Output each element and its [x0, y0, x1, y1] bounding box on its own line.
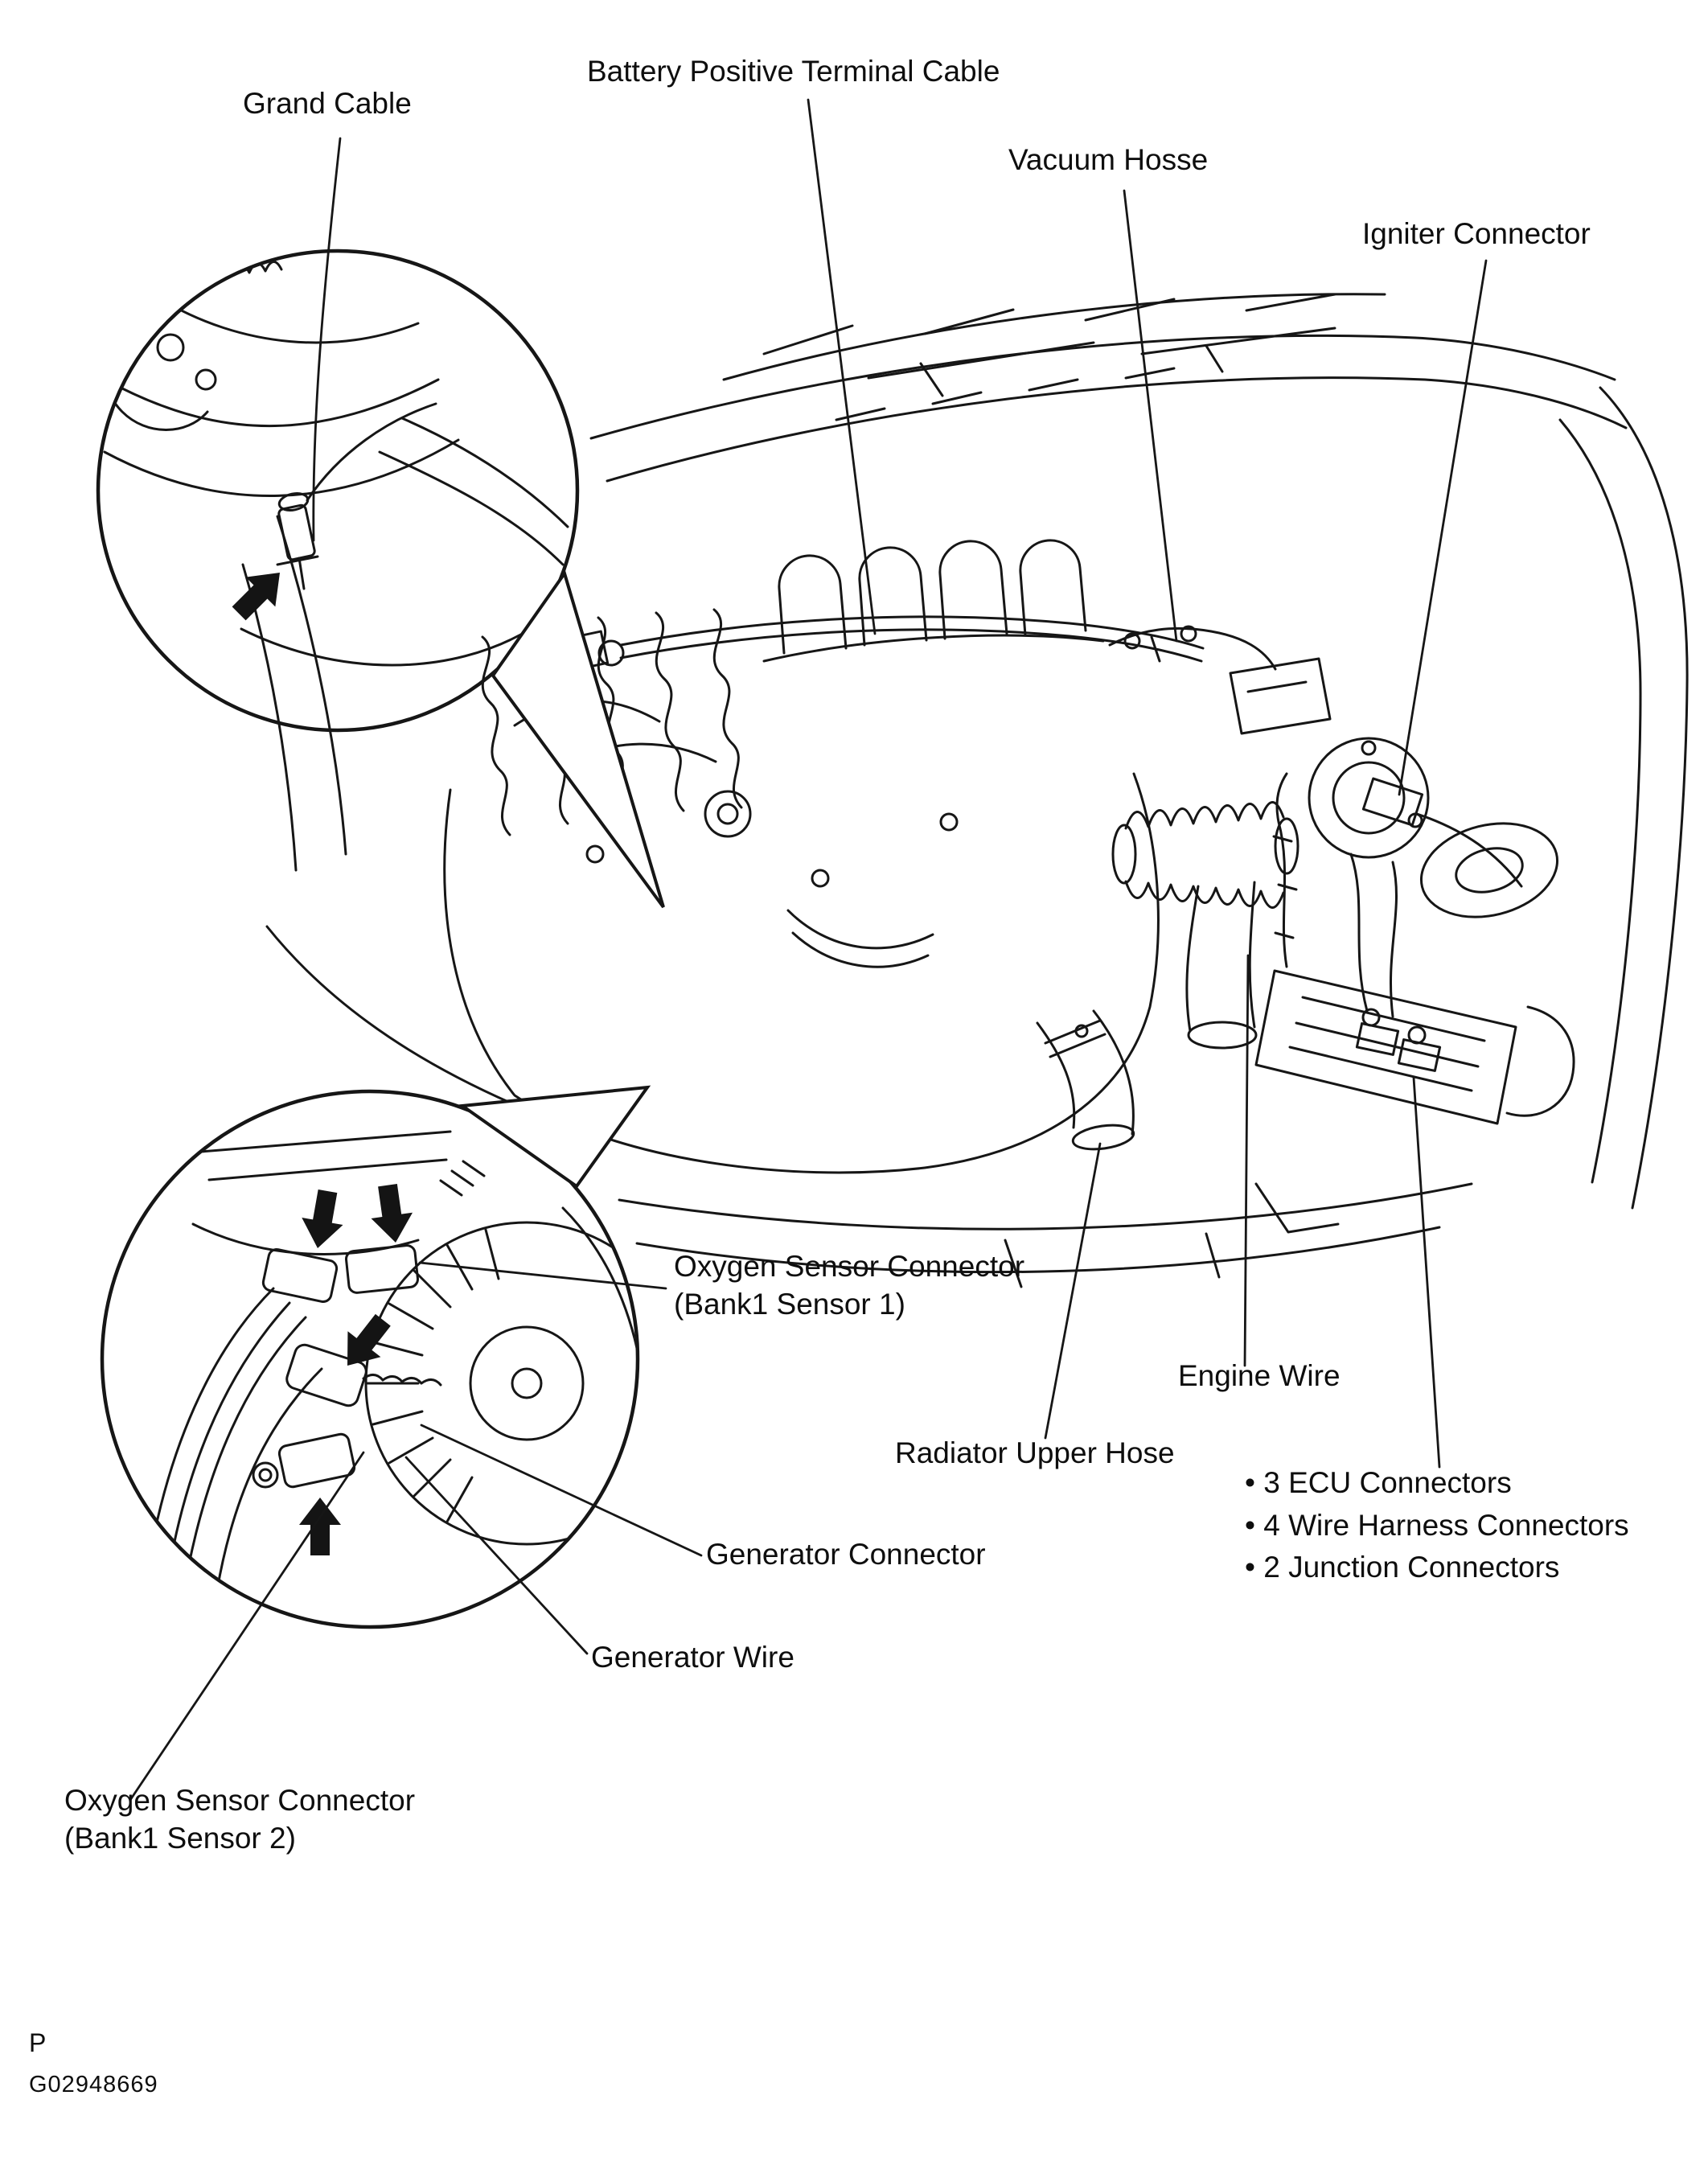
- fuse-box: [1230, 659, 1330, 733]
- alternator-bolt: [512, 1369, 541, 1398]
- page-marker: P: [29, 2028, 47, 2057]
- leader-generator-wire: [406, 1457, 587, 1654]
- intake-duct-top: [1126, 802, 1283, 828]
- label-engine-wire: Engine Wire: [1178, 1359, 1341, 1392]
- harness-ties: [1274, 836, 1296, 938]
- left-body-3: [267, 926, 531, 1111]
- leader-o2-b1s2: [130, 1452, 363, 1800]
- battery-cable-lower: [621, 630, 1201, 661]
- cowl-curve-2: [607, 378, 1626, 481]
- figure-code: G02948669: [29, 2072, 158, 2097]
- o2-b1s1-connector: [262, 1248, 339, 1304]
- label-oxygen-sensor-b1s2-line1: Oxygen Sensor Connector: [64, 1784, 416, 1817]
- label-grand-cable: Grand Cable: [243, 87, 412, 120]
- strut-tower-inner: [1451, 842, 1527, 899]
- label-generator-connector: Generator Connector: [706, 1538, 986, 1571]
- callout-blob: [105, 323, 208, 430]
- ecu-hatch: [1290, 997, 1484, 1091]
- left-body-1: [277, 516, 346, 854]
- throttle-duct-end: [1189, 1022, 1256, 1048]
- wire: [187, 1317, 306, 1576]
- sensor-bolt-center: [260, 1469, 271, 1481]
- bolt: [941, 814, 957, 830]
- leader-radiator-hose: [1045, 1144, 1100, 1438]
- label-oxygen-sensor-b1s2: [64, 1782, 415, 1857]
- radiator-hose-right: [1094, 1011, 1133, 1134]
- alternator-pulley: [470, 1327, 583, 1440]
- duct-end: [1113, 825, 1135, 883]
- intake-plenum: [764, 635, 1103, 661]
- pointer-arrow: [224, 558, 295, 629]
- intake-runner: [779, 556, 846, 653]
- leader-ecu-notes: [1414, 1078, 1439, 1467]
- label-igniter-connector: Igniter Connector: [1362, 217, 1591, 250]
- pointer-arrow: [297, 1188, 348, 1252]
- air-cleaner-bolt: [1362, 742, 1375, 754]
- note-junction-connectors: • 2 Junction Connectors: [1245, 1551, 1560, 1584]
- grand-cable-bolt: [278, 504, 316, 561]
- callout-hose: [161, 299, 418, 343]
- label-oxygen-sensor-b1s1-line1: Oxygen Sensor Connector: [674, 1250, 1025, 1283]
- leader-grand-cable: [314, 138, 340, 540]
- leader-battery-cable: [808, 100, 875, 634]
- intake-duct-bottom: [1126, 881, 1283, 908]
- pointer-arrow: [367, 1182, 417, 1246]
- bolt: [587, 846, 603, 862]
- ecu-connector-round: [1409, 1027, 1425, 1043]
- callout-tail-bottom: [462, 1087, 647, 1186]
- leader-generator-connector: [421, 1425, 701, 1555]
- leader-vacuum-hosse: [1124, 191, 1176, 641]
- lower-frame-1: [619, 1184, 1472, 1229]
- ecu-connector-notes: [1245, 1462, 1629, 1589]
- label-vacuum-hosse: Vacuum Hosse: [1008, 143, 1209, 176]
- thread-boss: [441, 1161, 484, 1195]
- oil-cap: [705, 791, 750, 836]
- grand-cable-bolt-cap: [277, 491, 309, 512]
- engine-bay-art: [243, 294, 1687, 1287]
- callout-grand-cable: [98, 251, 663, 907]
- callout-hose: [121, 380, 438, 426]
- intake-runner: [940, 541, 1007, 639]
- cowl-curve-1: [591, 335, 1615, 438]
- callout-generator-area: [102, 1087, 688, 1627]
- hose-clamp: [1045, 1021, 1105, 1057]
- oil-cap-center: [718, 804, 737, 824]
- leader-engine-wire: [1245, 955, 1248, 1366]
- callout-tail-top: [493, 573, 663, 907]
- left-hoses: [380, 418, 568, 565]
- pointer-arrow: [299, 1498, 341, 1555]
- air-cleaner: [1309, 738, 1428, 857]
- sensor-bolt: [253, 1463, 277, 1487]
- label-battery-positive-terminal-cable: Battery Positive Terminal Cable: [587, 55, 1000, 88]
- washer-bottle: [1507, 1007, 1574, 1115]
- bracket-lines: [201, 1132, 450, 1180]
- cable-into-bolt: [307, 404, 436, 500]
- right-fender-outer: [1600, 388, 1687, 1208]
- label-oxygen-sensor-b1s2-line2: (Bank1 Sensor 2): [64, 1821, 296, 1855]
- air-cleaner-inner: [1333, 762, 1404, 833]
- label-radiator-upper-hose: Radiator Upper Hose: [895, 1436, 1175, 1469]
- label-oxygen-sensor-b1s1: [674, 1248, 1024, 1323]
- hose-end: [1071, 1122, 1135, 1152]
- callout-hose: [105, 440, 458, 496]
- bolt: [812, 870, 828, 886]
- label-generator-wire: Generator Wire: [591, 1641, 794, 1674]
- ecu-connector-round: [1363, 1009, 1379, 1025]
- right-fender-inner: [1560, 420, 1640, 1182]
- strut-tower: [1411, 810, 1567, 931]
- callout-fitting: [158, 335, 183, 360]
- leader-o2-b1s1: [420, 1263, 666, 1288]
- note-ecu-connectors: • 3 ECU Connectors: [1245, 1466, 1512, 1499]
- label-oxygen-sensor-b1s1-line2: (Bank1 Sensor 1): [674, 1287, 905, 1321]
- note-wire-harness-connectors: • 4 Wire Harness Connectors: [1245, 1508, 1629, 1542]
- alternator-fins: [367, 1230, 499, 1522]
- ecu-wires: [1351, 854, 1397, 1017]
- throttle-duct: [1187, 882, 1254, 1031]
- valve-cover-rib: [656, 613, 684, 811]
- engine-hose: [788, 910, 933, 967]
- igniter-connector-part: [1363, 779, 1422, 825]
- callout-fitting: [196, 370, 216, 389]
- vacuum-hose-2: [1211, 631, 1275, 669]
